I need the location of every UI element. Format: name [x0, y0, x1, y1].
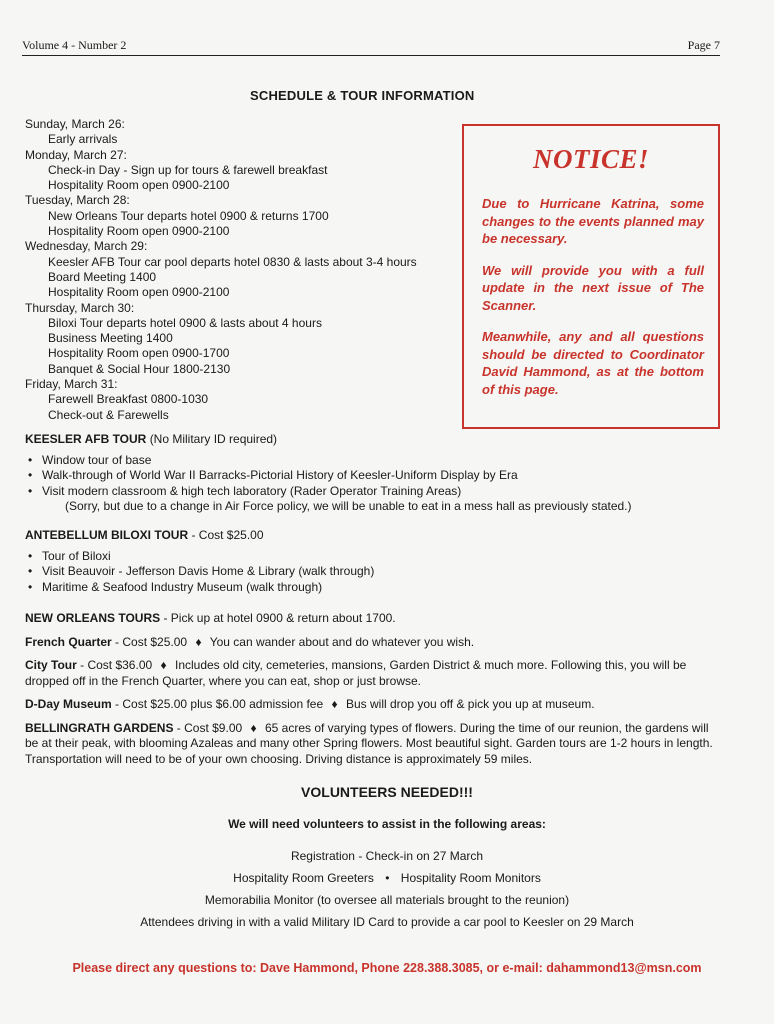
- schedule-day: [25, 148, 465, 194]
- day-label: Thursday, March 30:: [25, 300, 135, 315]
- tour-desc: 65 acres of varying types of flowers. During the time of our reunion, the gardens will be at their peak, with blooming Azaleas and many other Spring flowers. Most beautiful sight. Garden tours are 1-2 hours in length. Transportation will need to be of your own choosing. Driving distance is approximately 59 miles.: [25, 720, 713, 766]
- notice-title: NOTICE!: [532, 144, 650, 174]
- day-label: Monday, March 27:: [25, 147, 127, 162]
- tour-name: BELLINGRATH GARDENS: [25, 720, 174, 735]
- tour-text: - Pick up at hotel 0900 & return about 1700.: [163, 611, 396, 625]
- schedule-item: Banquet & Social Hour 1800-2130: [48, 361, 231, 376]
- tour-desc: You can wander about and do whatever you wish.: [209, 634, 475, 649]
- tour-desc: Bus will drop you off & pick you up at museum.: [345, 697, 595, 711]
- tour-name: NEW ORLEANS TOURS: [25, 611, 161, 625]
- notice-box: [462, 124, 720, 429]
- diamond-icon: ♦: [195, 634, 202, 649]
- day-label: Sunday, March 26:: [25, 117, 125, 131]
- list-item: • Maritime & Seafood Industry Museum (walk through): [25, 580, 725, 596]
- schedule-item: Hospitality Room open 0900-2100: [48, 178, 230, 193]
- schedule-item: Business Meeting 1400: [48, 331, 173, 346]
- day-label: Tuesday, March 28:: [25, 193, 130, 208]
- diamond-icon: ♦: [331, 697, 338, 711]
- bullet-list: [25, 453, 725, 500]
- list-item: • Visit modern classroom & high tech laboratory (Rader Operator Training Areas): [25, 484, 725, 500]
- schedule-day: [25, 193, 465, 239]
- running-header: [22, 38, 720, 56]
- keesler-section: [25, 432, 725, 515]
- biloxi-section: [25, 528, 725, 595]
- heading-note: (No Military ID required): [149, 432, 278, 446]
- section-heading: [25, 432, 725, 448]
- schedule-item: Check-in Day - Sign up for tours & farewell breakfast: [48, 162, 328, 177]
- tour-entry: [25, 611, 720, 627]
- notice-paragraph: We will provide you with a full update in the next issue of The Scanner.: [482, 262, 704, 313]
- page-number: Page 7: [687, 38, 720, 52]
- diamond-icon: ♦: [250, 720, 257, 735]
- tour-entry: [25, 658, 720, 689]
- heading-cost: - Cost $25.00: [191, 528, 264, 542]
- volunteers-subheading: We will need volunteers to assist in the following areas:: [228, 817, 546, 831]
- schedule-day: [25, 117, 465, 148]
- volume-label: Volume 4 - Number 2: [22, 38, 127, 52]
- day-label: Wednesday, March 29:: [25, 239, 148, 254]
- schedule-item: Keesler AFB Tour car pool departs hotel 0830 & lasts about 3-4 hours: [48, 254, 417, 269]
- volunteer-line: Memorabilia Monitor (to oversee all materials brought to the reunion): [204, 893, 570, 907]
- schedule-item: Hospitality Room open 0900-1700: [48, 346, 230, 361]
- tour-cost: - Cost $9.00: [176, 720, 243, 735]
- tour-entry: [25, 697, 720, 713]
- volunteer-line: Registration - Check-in on 27 March: [290, 849, 484, 863]
- bullet-icon: •: [385, 871, 390, 885]
- diamond-icon: ♦: [160, 658, 167, 672]
- schedule-item: Early arrivals: [48, 132, 118, 147]
- page-title: SCHEDULE & TOUR INFORMATION: [250, 88, 475, 103]
- list-item: • Tour of Biloxi: [25, 549, 725, 565]
- tour-cost: - Cost $25.00 plus $6.00 admission fee: [115, 697, 324, 711]
- tour-cost: - Cost $25.00: [115, 634, 188, 649]
- day-label: Friday, March 31:: [25, 377, 118, 392]
- bullet-list: [25, 549, 725, 596]
- list-item: • Window tour of base: [25, 453, 725, 469]
- schedule-item: Farewell Breakfast 0800-1030: [48, 392, 209, 407]
- tour-name: D-Day Museum: [25, 697, 112, 711]
- volunteer-line: Attendees driving in with a valid Military ID Card to provide a car pool to Keesler on 29 March: [140, 915, 634, 929]
- contact-footer: Please direct any questions to: Dave Hammond, Phone 228.388.3085, or e-mail: dahammond13@msn.com: [72, 961, 702, 975]
- volunteers-heading: VOLUNTEERS NEEDED!!!: [301, 784, 473, 800]
- notice-paragraph: Meanwhile, any and all questions should be directed to Coordinator David Hammond, as at the bottom of this page.: [482, 329, 704, 397]
- schedule-item: Board Meeting 1400: [48, 269, 157, 284]
- schedule-item: Hospitality Room open 0900-2100: [48, 285, 230, 300]
- sorry-note: (Sorry, but due to a change in Air Force policy, we will be unable to eat in a mess hall as previously stated.): [65, 499, 632, 513]
- list-item: • Visit Beauvoir - Jefferson Davis Home & Library (walk through): [25, 564, 725, 580]
- heading-text: ANTEBELLUM BILOXI TOUR: [25, 528, 189, 542]
- tour-name: French Quarter: [25, 634, 112, 649]
- schedule-item: Hospitality Room open 0900-2100: [48, 224, 230, 239]
- schedule-item: Biloxi Tour departs hotel 0900 & lasts about 4 hours: [48, 315, 322, 330]
- volunteer-role: Hospitality Room Greeters: [233, 871, 374, 885]
- tour-desc: Includes old city, cemeteries, mansions, Garden District & much more. Following this, you will be dropped off in the French Quarter, where you can eat, shop or just browse.: [25, 658, 687, 688]
- volunteer-line: [0, 867, 774, 889]
- volunteers-list: [0, 845, 774, 933]
- schedule-item: Check-out & Farewells: [48, 407, 169, 422]
- schedule-item: New Orleans Tour departs hotel 0900 & returns 1700: [48, 208, 329, 223]
- schedule-day: [25, 377, 465, 423]
- tour-entry: [25, 635, 720, 651]
- schedule-day: [25, 301, 465, 377]
- section-heading: [25, 528, 725, 544]
- tour-cost: - Cost $36.00: [80, 658, 153, 672]
- new-orleans-section: [25, 611, 720, 775]
- tour-name: City Tour: [25, 658, 77, 672]
- schedule: [25, 117, 465, 423]
- schedule-day: [25, 239, 465, 300]
- heading-text: KEESLER AFB TOUR: [25, 432, 147, 446]
- volunteer-role: Hospitality Room Monitors: [400, 871, 541, 885]
- list-item: • Walk-through of World War II Barracks-Pictorial History of Keesler-Uniform Display by Era: [25, 468, 725, 484]
- notice-paragraph: Due to Hurricane Katrina, some changes to the events planned may be necessary.: [482, 196, 704, 246]
- tour-entry: [25, 721, 720, 768]
